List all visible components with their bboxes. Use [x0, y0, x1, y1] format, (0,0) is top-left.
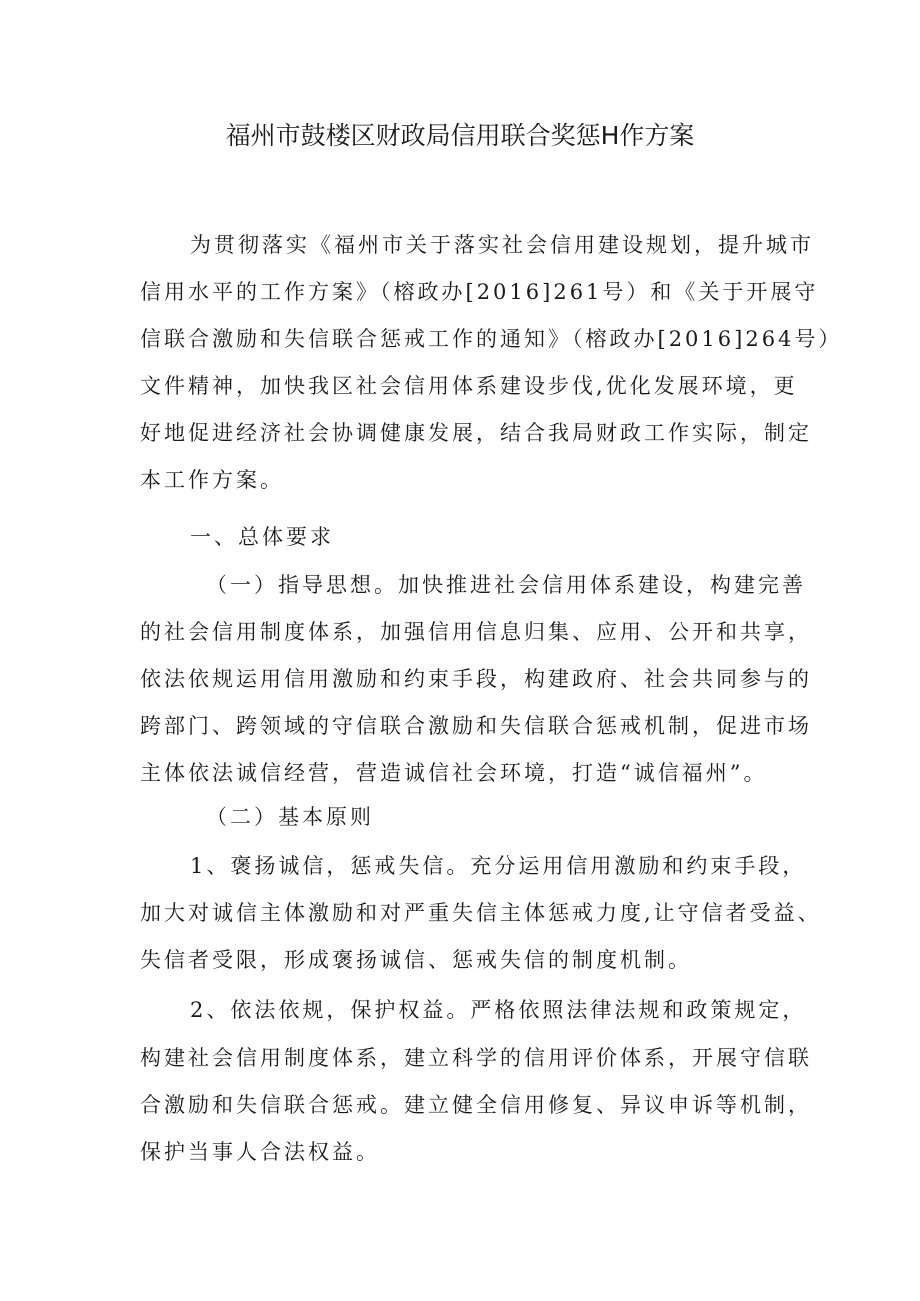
paragraph-guiding-line-5: 主体依法诚信经营，营造诚信社会环境，打造“诚信福州”。 — [140, 761, 768, 785]
paragraph-principle-2-line-2: 构建社会信用制度体系，建立科学的信用评价体系，开展守信联 — [140, 1046, 812, 1070]
paragraph-principle-2-line-1: 2、依法依规，保护权益。严格依照法律法规和政策规定， — [190, 998, 807, 1022]
paragraph-guiding-line-4: 跨部门、跨领域的守信联合激励和失信联合惩戒机制，促进市场 — [140, 714, 812, 738]
paragraph-intro-line-1: 为贯彻落实《福州市关于落实社会信用建设规划，提升城市 — [190, 233, 814, 257]
section-heading-overall-requirements: 一、总体要求 — [190, 525, 334, 549]
subsection-heading-basic-principles: （二）基本原则 — [206, 805, 374, 829]
paragraph-intro-line-4: 文件精神，加快我区社会信用体系建设步伐,优化发展环境，更 — [140, 374, 798, 398]
paragraph-guiding-line-1: （一）指导思想。加快推进社会信用体系建设，构建完善 — [206, 573, 806, 597]
paragraph-principle-1-line-3: 失信者受限，形成褒扬诚信、惩戒失信的制度机制。 — [140, 948, 692, 972]
paragraph-intro-line-3: 信联合激励和失信联合惩戒工作的通知》（榕政办[2016]264号） — [140, 327, 843, 351]
paragraph-principle-1-line-1: 1、褒扬诚信，惩戒失信。充分运用信用激励和约束手段， — [190, 854, 807, 878]
paragraph-principle-1-line-2: 加大对诚信主体激励和对严重失信主体惩戒力度,让守信者受益、 — [140, 901, 822, 925]
paragraph-intro-line-2: 信用水平的工作方案》（榕政办[2016]261号）和《关于开展守 — [140, 280, 819, 304]
paragraph-guiding-line-3: 依法依规运用信用激励和约束手段，构建政府、社会共同参与的 — [140, 667, 812, 691]
paragraph-principle-2-line-4: 保护当事人合法权益。 — [140, 1140, 380, 1164]
document-title: 福州市鼓楼区财政局信用联合奖惩H作方案 — [225, 121, 695, 150]
paragraph-principle-2-line-3: 合激励和失信联合惩戒。建立健全信用修复、异议申诉等机制， — [140, 1093, 812, 1117]
paragraph-intro-line-5: 好地促进经济社会协调健康发展，结合我局财政工作实际，制定 — [140, 421, 812, 445]
paragraph-guiding-line-2: 的社会信用制度体系，加强信用信息归集、应用、公开和共享， — [140, 620, 812, 644]
paragraph-intro-line-6: 本工作方案。 — [140, 468, 284, 492]
